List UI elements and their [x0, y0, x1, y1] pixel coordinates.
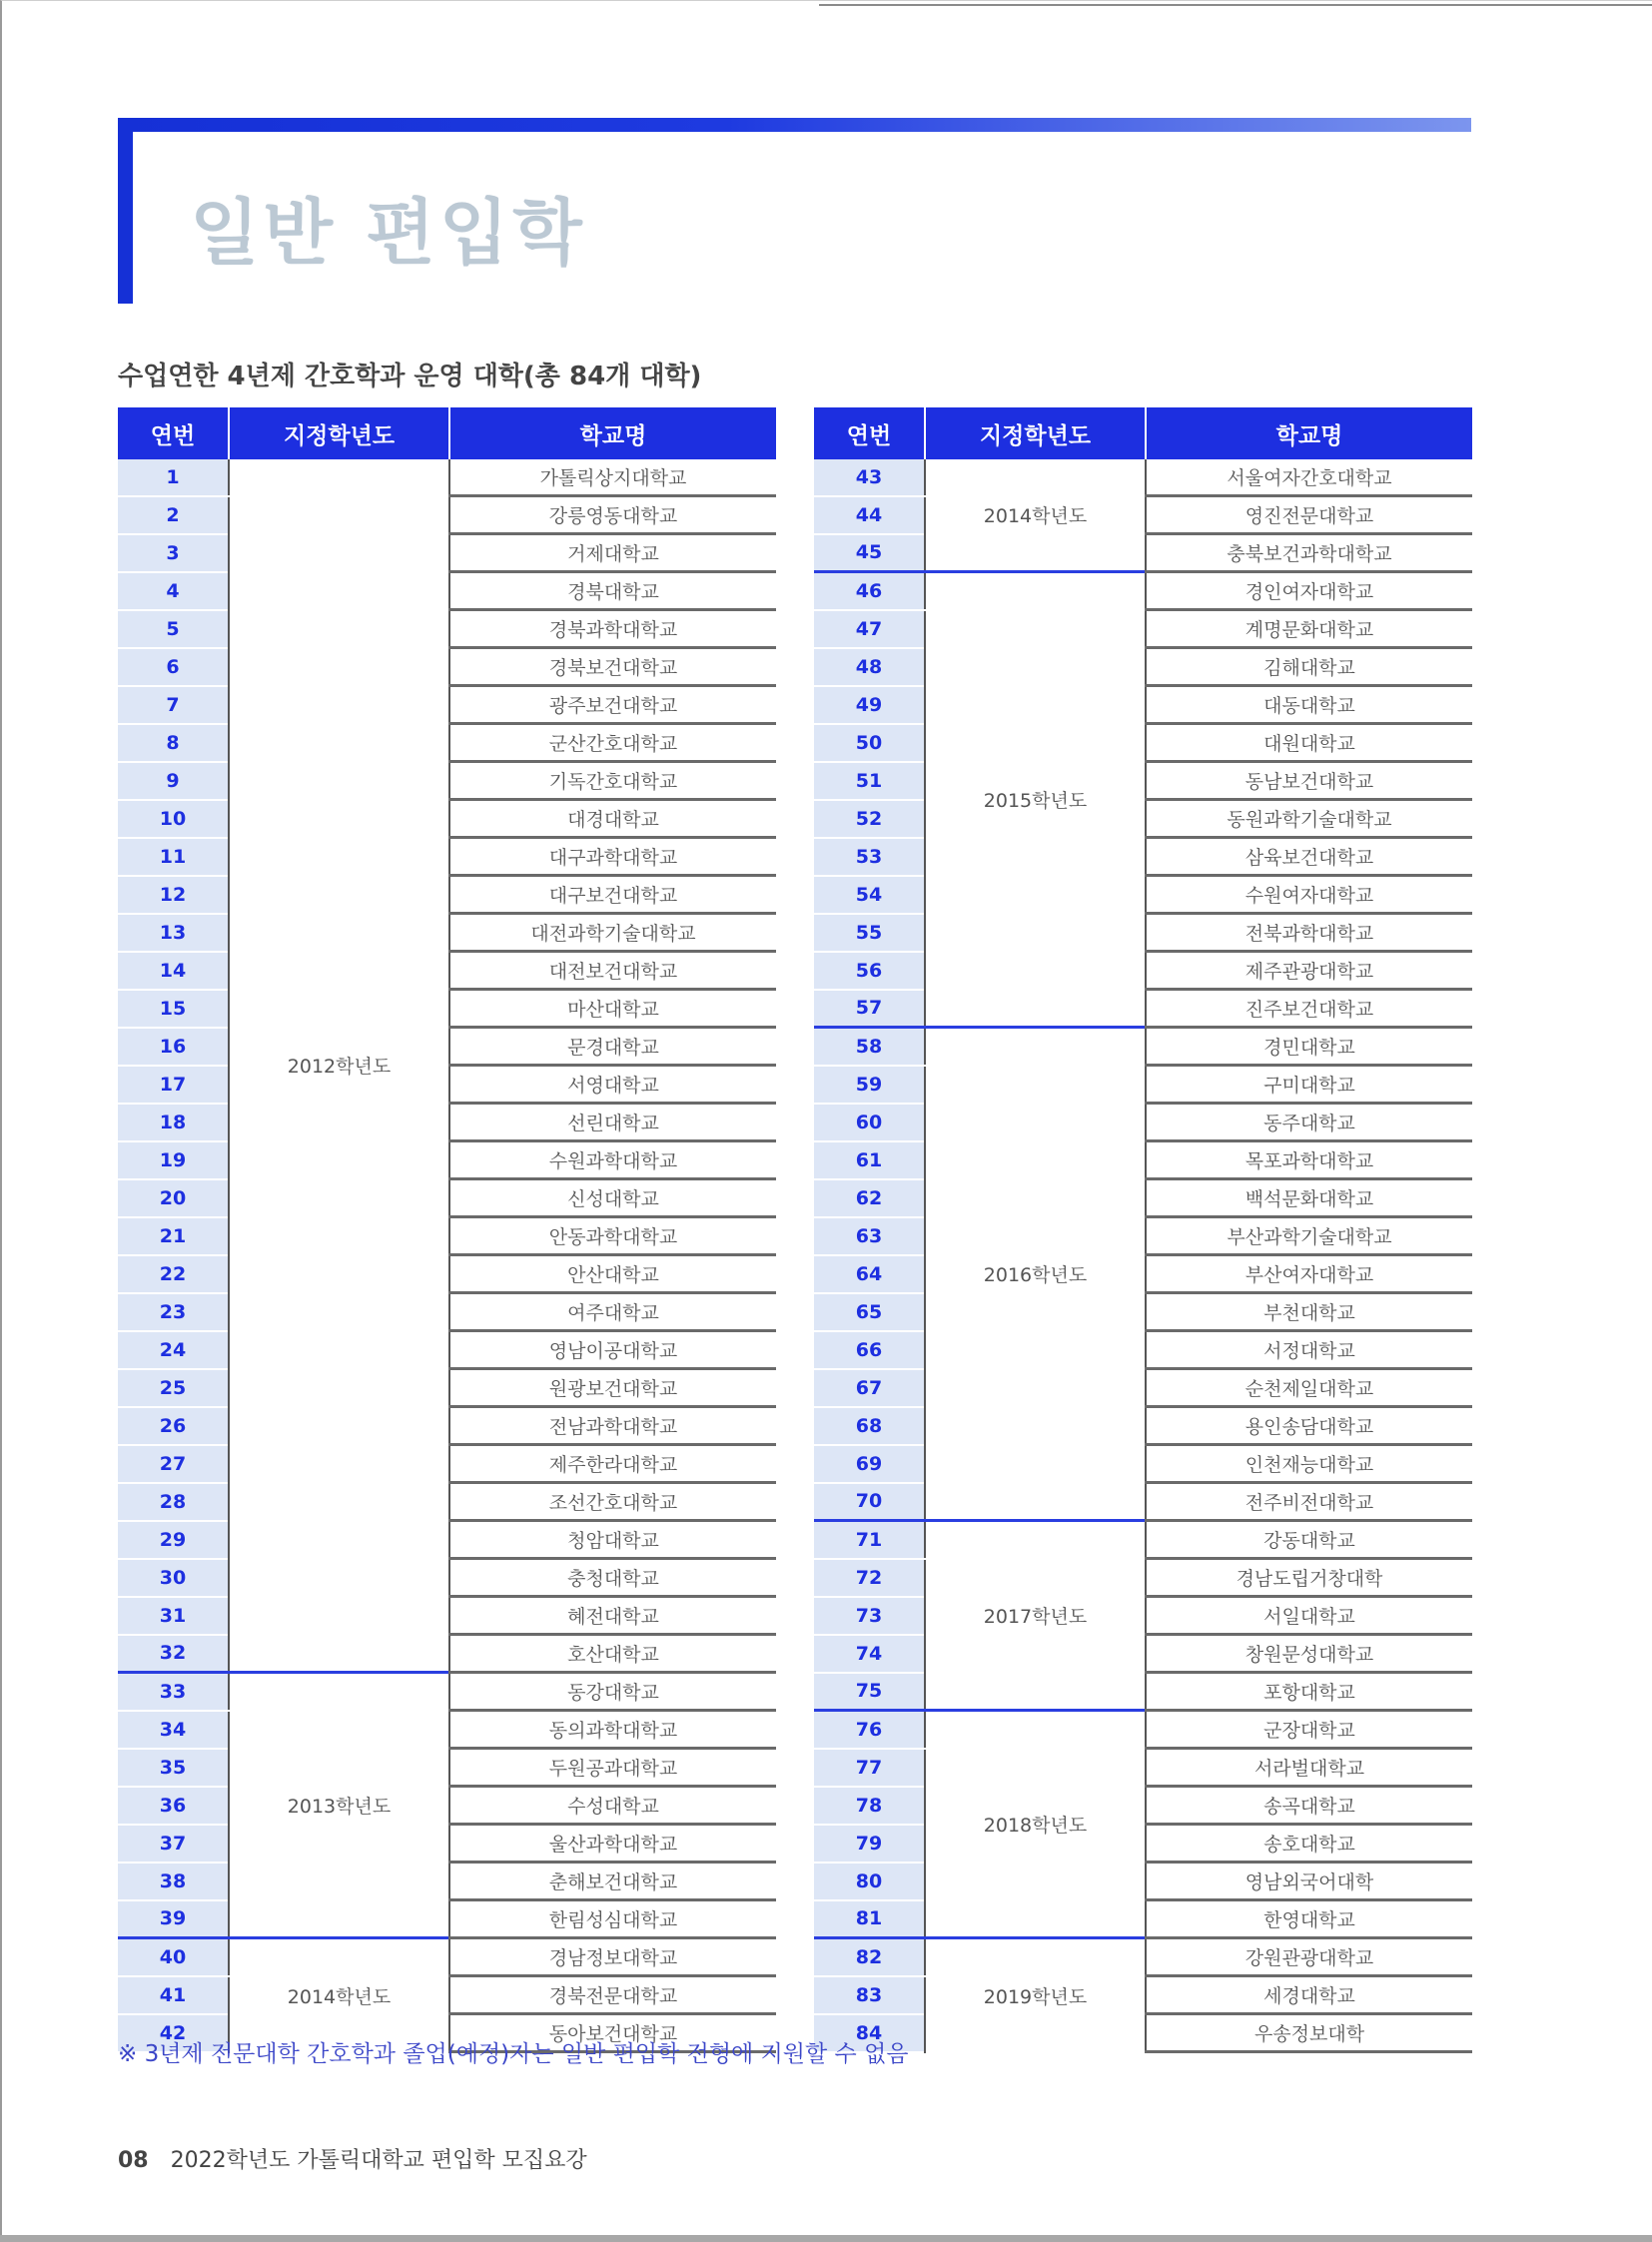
- school-name: 안동과학대학교: [449, 1217, 776, 1255]
- school-name: 동의과학대학교: [449, 1711, 776, 1749]
- row-number: 46: [814, 572, 925, 610]
- row-number: 75: [814, 1673, 925, 1711]
- school-name: 마산대학교: [449, 990, 776, 1028]
- school-name: 영남외국어대학: [1146, 1863, 1472, 1900]
- designation-year: 2018학년도: [925, 1711, 1146, 1938]
- school-name: 목포과학대학교: [1146, 1141, 1472, 1179]
- row-number: 59: [814, 1066, 925, 1104]
- row-number: 63: [814, 1217, 925, 1255]
- row-number: 11: [118, 838, 229, 876]
- row-number: 64: [814, 1255, 925, 1293]
- school-name: 서라벌대학교: [1146, 1749, 1472, 1787]
- row-number: 9: [118, 762, 229, 800]
- row-number: 53: [814, 838, 925, 876]
- header-side-bar: [118, 118, 133, 304]
- school-name: 대동대학교: [1146, 686, 1472, 724]
- row-number: 81: [814, 1900, 925, 1938]
- row-number: 68: [814, 1407, 925, 1445]
- school-name: 우송정보대학: [1146, 2014, 1472, 2052]
- header-year: 지정학년도: [229, 407, 449, 459]
- row-number: 67: [814, 1369, 925, 1407]
- page-footer: [118, 2143, 587, 2174]
- school-name: 동아보건대학교: [449, 2014, 776, 2052]
- row-number: 49: [814, 686, 925, 724]
- row-number: 22: [118, 1255, 229, 1293]
- header-year: 지정학년도: [925, 407, 1146, 459]
- row-number: 12: [118, 876, 229, 914]
- school-name: 군산간호대학교: [449, 724, 776, 762]
- designation-year: 2016학년도: [925, 1028, 1146, 1521]
- header-name: 학교명: [1146, 407, 1472, 459]
- school-name: 대전과학기술대학교: [449, 914, 776, 952]
- table-row: [814, 1028, 1472, 1066]
- school-name: 대구과학대학교: [449, 838, 776, 876]
- school-name: 한영대학교: [1146, 1900, 1472, 1938]
- school-name: 동원과학기술대학교: [1146, 800, 1472, 838]
- row-number: 69: [814, 1445, 925, 1483]
- row-number: 4: [118, 572, 229, 610]
- school-name: 호산대학교: [449, 1635, 776, 1673]
- designation-year: 2019학년도: [925, 1938, 1146, 2052]
- designation-year: 2017학년도: [925, 1521, 1146, 1711]
- school-name: 선린대학교: [449, 1104, 776, 1141]
- row-number: 40: [118, 1938, 229, 1976]
- section-title: 일반 편입학: [190, 191, 586, 275]
- school-name: 전주비전대학교: [1146, 1483, 1472, 1521]
- row-number: 27: [118, 1445, 229, 1483]
- table-row: [814, 572, 1472, 610]
- row-number: 32: [118, 1635, 229, 1673]
- row-number: 76: [814, 1711, 925, 1749]
- school-name: 경민대학교: [1146, 1028, 1472, 1066]
- school-name: 포항대학교: [1146, 1673, 1472, 1711]
- school-name: 송호대학교: [1146, 1825, 1472, 1863]
- row-number: 51: [814, 762, 925, 800]
- school-name: 제주관광대학교: [1146, 952, 1472, 990]
- row-number: 24: [118, 1331, 229, 1369]
- row-number: 47: [814, 610, 925, 648]
- school-name: 경남정보대학교: [449, 1938, 776, 1976]
- table-body-right: [814, 459, 1472, 2052]
- designation-year: 2012학년도: [229, 459, 449, 1673]
- school-name: 수원여자대학교: [1146, 876, 1472, 914]
- row-number: 71: [814, 1521, 925, 1559]
- school-name: 광주보건대학교: [449, 686, 776, 724]
- school-name: 신성대학교: [449, 1179, 776, 1217]
- row-number: 72: [814, 1559, 925, 1597]
- row-number: 42: [118, 2014, 229, 2052]
- table-header-row: [814, 407, 1472, 459]
- row-number: 23: [118, 1293, 229, 1331]
- school-name: 동강대학교: [449, 1673, 776, 1711]
- school-name: 조선간호대학교: [449, 1483, 776, 1521]
- school-name: 경북과학대학교: [449, 610, 776, 648]
- row-number: 25: [118, 1369, 229, 1407]
- school-name: 서영대학교: [449, 1066, 776, 1104]
- page-bottom-band: [0, 2235, 1652, 2242]
- designation-year: 2015학년도: [925, 572, 1146, 1028]
- school-name: 경북대학교: [449, 572, 776, 610]
- row-number: 17: [118, 1066, 229, 1104]
- school-name: 영진전문대학교: [1146, 496, 1472, 534]
- school-name: 진주보건대학교: [1146, 990, 1472, 1028]
- designation-year: 2013학년도: [229, 1673, 449, 1938]
- school-name: 수성대학교: [449, 1787, 776, 1825]
- page-edge-line: [819, 4, 1652, 6]
- row-number: 77: [814, 1749, 925, 1787]
- school-name: 대원대학교: [1146, 724, 1472, 762]
- header-num: 연번: [814, 407, 925, 459]
- school-name: 부산여자대학교: [1146, 1255, 1472, 1293]
- school-name: 춘해보건대학교: [449, 1863, 776, 1900]
- table-caption: 수업연한 4년제 간호학과 운영 대학(총 84개 대학): [118, 362, 702, 391]
- table-header-row: [118, 407, 776, 459]
- school-name: 창원문성대학교: [1146, 1635, 1472, 1673]
- row-number: 66: [814, 1331, 925, 1369]
- row-number: 61: [814, 1141, 925, 1179]
- row-number: 41: [118, 1976, 229, 2014]
- school-name: 백석문화대학교: [1146, 1179, 1472, 1217]
- row-number: 38: [118, 1863, 229, 1900]
- school-name: 계명문화대학교: [1146, 610, 1472, 648]
- row-number: 58: [814, 1028, 925, 1066]
- row-number: 83: [814, 1976, 925, 2014]
- school-name: 영남이공대학교: [449, 1331, 776, 1369]
- row-number: 39: [118, 1900, 229, 1938]
- row-number: 19: [118, 1141, 229, 1179]
- row-number: 80: [814, 1863, 925, 1900]
- school-name: 대경대학교: [449, 800, 776, 838]
- table-row: [814, 1938, 1472, 1976]
- row-number: 54: [814, 876, 925, 914]
- row-number: 1: [118, 459, 229, 496]
- school-name: 강동대학교: [1146, 1521, 1472, 1559]
- row-number: 14: [118, 952, 229, 990]
- school-name: 충청대학교: [449, 1559, 776, 1597]
- school-name: 인천재능대학교: [1146, 1445, 1472, 1483]
- row-number: 70: [814, 1483, 925, 1521]
- row-number: 74: [814, 1635, 925, 1673]
- table-row: [814, 1711, 1472, 1749]
- school-name: 동남보건대학교: [1146, 762, 1472, 800]
- school-name: 구미대학교: [1146, 1066, 1472, 1104]
- row-number: 30: [118, 1559, 229, 1597]
- table-row: [118, 1938, 776, 1976]
- school-name: 순천제일대학교: [1146, 1369, 1472, 1407]
- row-number: 3: [118, 534, 229, 572]
- row-number: 18: [118, 1104, 229, 1141]
- school-name: 전북과학대학교: [1146, 914, 1472, 952]
- school-name: 경남도립거창대학: [1146, 1559, 1472, 1597]
- row-number: 45: [814, 534, 925, 572]
- row-number: 82: [814, 1938, 925, 1976]
- table-body-left: [118, 459, 776, 2052]
- school-name: 부천대학교: [1146, 1293, 1472, 1331]
- school-name: 세경대학교: [1146, 1976, 1472, 2014]
- designation-year: 2014학년도: [925, 459, 1146, 572]
- row-number: 79: [814, 1825, 925, 1863]
- header-num: 연번: [118, 407, 229, 459]
- header-accent-bar: [118, 118, 1471, 132]
- school-name: 울산과학대학교: [449, 1825, 776, 1863]
- row-number: 6: [118, 648, 229, 686]
- page-number: 08: [118, 2148, 149, 2173]
- school-name: 강릉영동대학교: [449, 496, 776, 534]
- row-number: 65: [814, 1293, 925, 1331]
- school-name: 기독간호대학교: [449, 762, 776, 800]
- row-number: 5: [118, 610, 229, 648]
- school-name: 충북보건과학대학교: [1146, 534, 1472, 572]
- school-name: 원광보건대학교: [449, 1369, 776, 1407]
- school-name: 수원과학대학교: [449, 1141, 776, 1179]
- school-name: 문경대학교: [449, 1028, 776, 1066]
- table-row: [118, 459, 776, 496]
- university-table-right: [814, 407, 1472, 2053]
- school-name: 경북전문대학교: [449, 1976, 776, 2014]
- row-number: 26: [118, 1407, 229, 1445]
- row-number: 37: [118, 1825, 229, 1863]
- row-number: 21: [118, 1217, 229, 1255]
- row-number: 78: [814, 1787, 925, 1825]
- school-name: 용인송담대학교: [1146, 1407, 1472, 1445]
- row-number: 2: [118, 496, 229, 534]
- school-name: 동주대학교: [1146, 1104, 1472, 1141]
- school-name: 거제대학교: [449, 534, 776, 572]
- school-name: 경북보건대학교: [449, 648, 776, 686]
- table-row: [814, 1521, 1472, 1559]
- row-number: 35: [118, 1749, 229, 1787]
- footer-title: 2022학년도 가톨릭대학교 편입학 모집요강: [170, 2148, 587, 2173]
- row-number: 15: [118, 990, 229, 1028]
- school-name: 김해대학교: [1146, 648, 1472, 686]
- school-name: 한림성심대학교: [449, 1900, 776, 1938]
- table-row: [814, 459, 1472, 496]
- school-name: 군장대학교: [1146, 1711, 1472, 1749]
- school-name: 청암대학교: [449, 1521, 776, 1559]
- row-number: 34: [118, 1711, 229, 1749]
- row-number: 28: [118, 1483, 229, 1521]
- row-number: 13: [118, 914, 229, 952]
- school-name: 전남과학대학교: [449, 1407, 776, 1445]
- row-number: 29: [118, 1521, 229, 1559]
- row-number: 48: [814, 648, 925, 686]
- school-name: 제주한라대학교: [449, 1445, 776, 1483]
- school-name: 안산대학교: [449, 1255, 776, 1293]
- row-number: 43: [814, 459, 925, 496]
- row-number: 52: [814, 800, 925, 838]
- row-number: 36: [118, 1787, 229, 1825]
- row-number: 60: [814, 1104, 925, 1141]
- row-number: 55: [814, 914, 925, 952]
- header-name: 학교명: [449, 407, 776, 459]
- school-name: 강원관광대학교: [1146, 1938, 1472, 1976]
- school-name: 서일대학교: [1146, 1597, 1472, 1635]
- table-row: [118, 1673, 776, 1711]
- designation-year: 2014학년도: [229, 1938, 449, 2052]
- school-name: 서정대학교: [1146, 1331, 1472, 1369]
- row-number: 20: [118, 1179, 229, 1217]
- row-number: 16: [118, 1028, 229, 1066]
- school-name: 송곡대학교: [1146, 1787, 1472, 1825]
- row-number: 50: [814, 724, 925, 762]
- school-name: 부산과학기술대학교: [1146, 1217, 1472, 1255]
- row-number: 31: [118, 1597, 229, 1635]
- row-number: 33: [118, 1673, 229, 1711]
- row-number: 62: [814, 1179, 925, 1217]
- row-number: 73: [814, 1597, 925, 1635]
- row-number: 10: [118, 800, 229, 838]
- row-number: 56: [814, 952, 925, 990]
- school-name: 대구보건대학교: [449, 876, 776, 914]
- row-number: 7: [118, 686, 229, 724]
- school-name: 서울여자간호대학교: [1146, 459, 1472, 496]
- school-name: 삼육보건대학교: [1146, 838, 1472, 876]
- row-number: 8: [118, 724, 229, 762]
- row-number: 84: [814, 2014, 925, 2052]
- footnote: ※ 3년제 전문대학 간호학과 졸업(예정)자는 일반 편입학 전형에 지원할 수 없음: [118, 2041, 909, 2067]
- school-name: 혜전대학교: [449, 1597, 776, 1635]
- school-name: 여주대학교: [449, 1293, 776, 1331]
- school-name: 경인여자대학교: [1146, 572, 1472, 610]
- school-name: 가톨릭상지대학교: [449, 459, 776, 496]
- school-name: 두원공과대학교: [449, 1749, 776, 1787]
- row-number: 44: [814, 496, 925, 534]
- university-table-left: [118, 407, 776, 2053]
- row-number: 57: [814, 990, 925, 1028]
- school-name: 대전보건대학교: [449, 952, 776, 990]
